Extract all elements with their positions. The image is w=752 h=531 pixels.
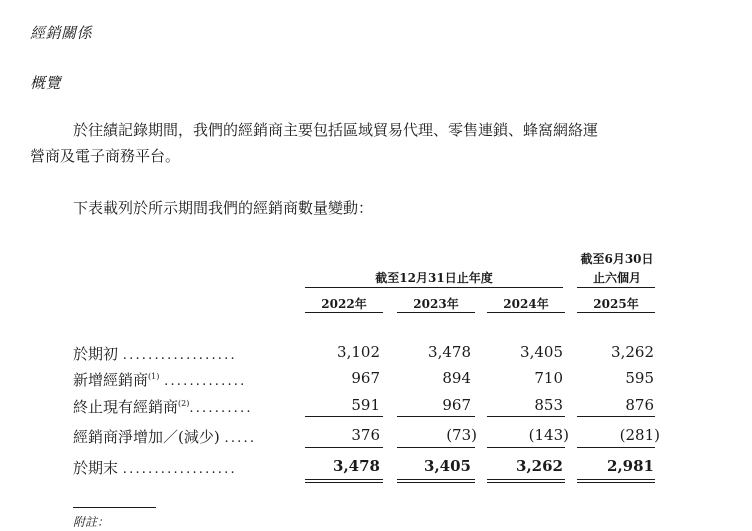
row-label-text: 於期末 [73,459,119,477]
footnote-marker: (2) [178,399,190,408]
col-header-2023: 2023年 [413,297,459,311]
total-rule-top-2022 [305,479,383,480]
col-rule-2023 [397,312,475,313]
cell-2023-net: (73) [446,426,477,444]
footnote-separator [73,507,156,508]
cell-2024-net: (143) [528,426,569,444]
footnote-marker: (1) [148,372,160,381]
cell-2024-opening: 3,405 [520,343,563,361]
table-row-label [73,426,256,447]
row-leader: ............. [164,374,247,389]
net-rule-2023 [397,447,475,448]
col-header-2024: 2024年 [503,297,549,311]
col-header-2025: 2025年 [593,297,639,311]
total-rule-top-2023 [397,479,475,480]
row-label-text: 經銷商淨增加／(減少) [73,428,220,446]
cell-2025-opening: 3,262 [611,343,654,361]
cell-2022-added: 967 [351,369,380,387]
cell-2025-terminated: 876 [625,396,654,414]
row-leader: .......... [189,401,253,416]
table-intro-paragraph: 下表載列於所示期間我們的經銷商數量變動： [73,199,374,217]
cell-2024-terminated: 853 [534,396,563,414]
col-rule-2025 [577,312,655,313]
header-years-group: 截至12月31日止年度 [375,271,493,285]
net-rule-2025 [577,447,655,448]
col-header-2022: 2022年 [321,297,367,311]
col-rule-2022 [305,312,383,313]
cell-2025-added: 595 [625,369,654,387]
table-row-label [73,396,253,417]
row-leader: ..... [224,431,257,446]
subtotal-rule-2023 [397,416,475,417]
cell-2022-net: 376 [351,426,380,444]
total-rule-bottom-2022 [305,482,383,483]
subtotal-rule-2024 [487,416,565,417]
cell-2022-closing: 3,478 [333,457,380,475]
table-row-label [73,457,237,478]
row-label-text: 新增經銷商 [73,371,149,389]
cell-2025-net: (281) [619,426,660,444]
total-rule-bottom-2024 [487,482,565,483]
table-row-label [73,369,246,390]
cell-2024-added: 710 [534,369,563,387]
section-title: 經銷關係 [30,24,93,42]
total-rule-bottom-2023 [397,482,475,483]
row-leader: .................. [122,462,237,477]
total-rule-top-2025 [577,479,655,480]
header-group-rule [305,287,563,288]
header-six-months-rule [577,287,655,288]
cell-2023-terminated: 967 [442,396,471,414]
header-six-months-line2: 止六個月 [592,271,641,285]
cell-2023-closing: 3,405 [424,457,471,475]
total-rule-bottom-2025 [577,482,655,483]
subtotal-rule-2022 [305,416,383,417]
footnote-heading: 附註： [73,515,110,529]
row-label-text: 於期初 [73,345,119,363]
net-rule-2024 [487,447,565,448]
col-rule-2024 [487,312,565,313]
cell-2024-closing: 3,262 [516,457,563,475]
cell-2022-opening: 3,102 [337,343,380,361]
total-rule-top-2024 [487,479,565,480]
cell-2025-closing: 2,981 [607,457,654,475]
subtotal-rule-2025 [577,416,655,417]
row-label-text: 終止現有經銷商 [73,398,179,416]
cell-2023-opening: 3,478 [428,343,471,361]
net-rule-2022 [305,447,383,448]
row-leader: .................. [122,348,237,363]
cell-2022-terminated: 591 [351,396,380,414]
table-row-label [73,343,237,364]
intro-paragraph-line-1: 於往績記錄期間，我們的經銷商主要包括區域貿易代理、零售連鎖、蜂窩網絡運 [73,121,599,139]
intro-paragraph-line-2: 營商及電子商務平台。 [30,147,181,165]
header-six-months-line1: 截至6月30日 [580,252,654,266]
cell-2023-added: 894 [442,369,471,387]
subsection-title: 概覽 [30,74,62,92]
